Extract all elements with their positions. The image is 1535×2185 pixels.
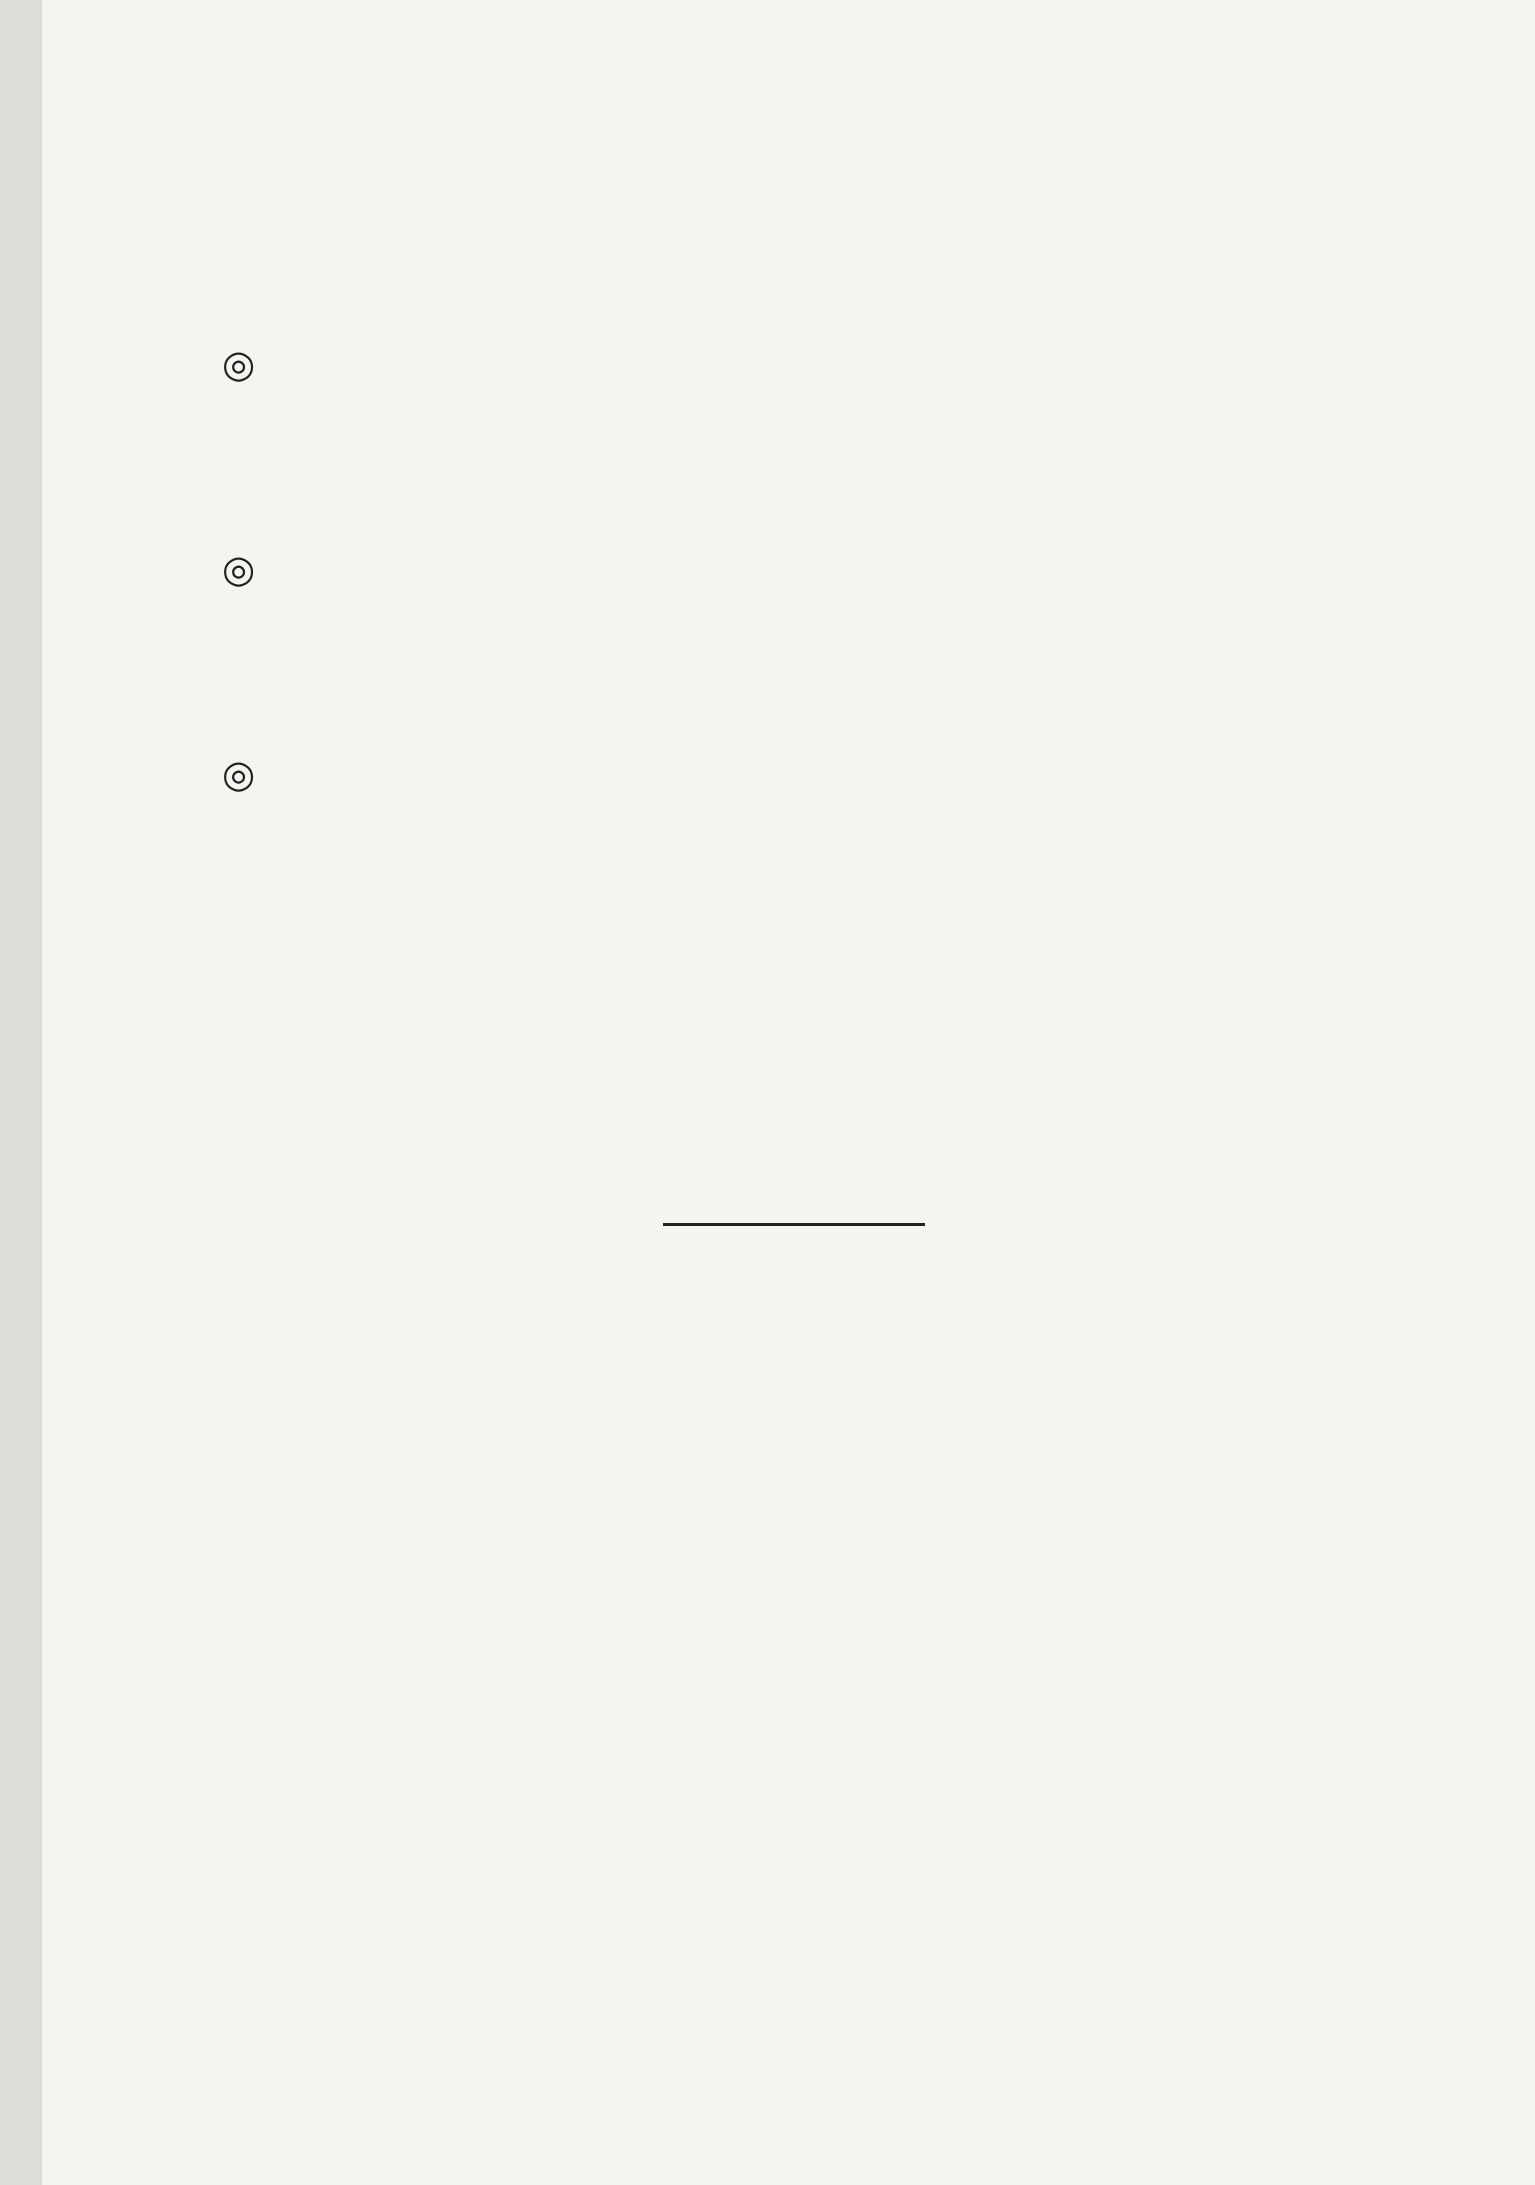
verse-marker: ◎ xyxy=(222,342,256,386)
closing-rule xyxy=(663,1223,925,1226)
verse-marker: ◎ xyxy=(222,752,256,796)
verse-marker: ◎ xyxy=(222,547,256,591)
page-edge xyxy=(0,0,42,2185)
